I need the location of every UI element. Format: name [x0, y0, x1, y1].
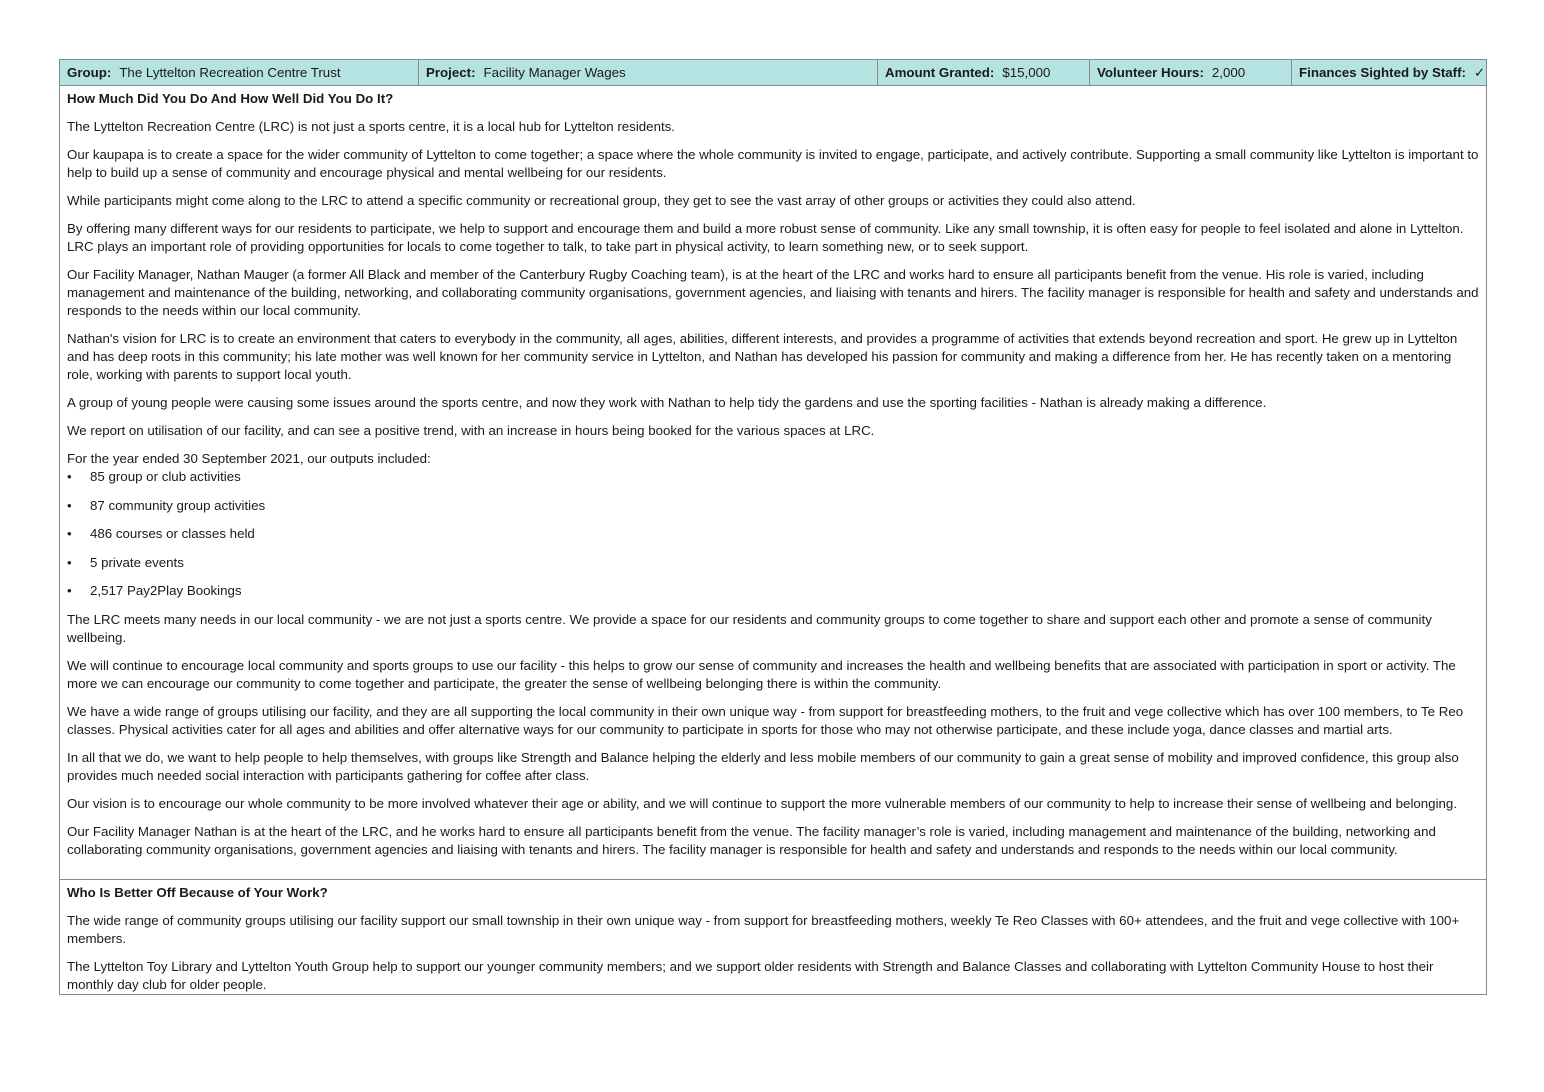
amount-granted-cell: [878, 60, 1090, 85]
list-item: [67, 554, 1479, 572]
paragraph: Nathan's vision for LRC is to create an environment that caters to everybody in the community, all ages, abilities, different interests, and provides a programme of activities that extends beyond recreation and sport. He grew up in Lyttelton and has deep roots in this community; his late mother was well known for her community service in Lyttelton, and Nathan has developed his passion for community and making a difference from her. He has recently taken on a mentoring role, working with parents to support local youth.: [67, 331, 1458, 382]
paragraph-group: [67, 611, 1479, 859]
bullet-icon: •: [67, 554, 72, 570]
list-item: [67, 497, 1479, 515]
who-is-better-off-section: [60, 880, 1486, 994]
group-label: Group:: [67, 64, 112, 80]
paragraph: For the year ended 30 September 2021, our outputs included:: [67, 451, 431, 466]
bullet-icon: •: [67, 526, 72, 541]
volunteer-hours-cell: [1090, 60, 1292, 85]
section-heading: How Much Did You Do And How Well Did You Do It?: [67, 91, 394, 106]
amount-granted-label: Amount Granted:: [885, 64, 995, 80]
bullet-icon: •: [67, 497, 72, 513]
grant-summary-header: [60, 60, 1486, 86]
bullet-icon: •: [67, 469, 72, 484]
list-item-text: 87 community group activities: [90, 497, 266, 513]
checkmark-icon: ✓: [1473, 64, 1486, 80]
list-item-text: 5 private events: [90, 554, 184, 570]
paragraph: We have a wide range of groups utilising our facility, and they are all supporting the local community in their own unique way - from support for breastfeeding mothers, to the fruit and vege collective which has over 100 members, to Te Reo classes. Physical activities cater for all ages and abilities and offer alternative ways for our community to participate in sports for those who may not otherwise participate, and these include yoga, dance classes and martial arts.: [67, 703, 1464, 737]
paragraph: The Lyttelton Recreation Centre (LRC) is not just a sports centre, it is a local hub for Lyttelton residents.: [67, 119, 676, 134]
project-label: Project:: [426, 64, 476, 80]
list-item-text: 2,517 Pay2Play Bookings: [90, 583, 242, 598]
list-item-text: 486 courses or classes held: [90, 526, 255, 541]
paragraph: A group of young people were causing some issues around the sports centre, and now they work with Nathan to help tidy the gardens and use the sporting facilities - Nathan is already making a difference.: [67, 395, 1267, 410]
grant-report-table: [59, 59, 1487, 995]
list-item: [67, 468, 1479, 486]
paragraph: The wide range of community groups utilising our facility support our small township in their own unique way - from support for breastfeeding mothers, weekly Te Reo Classes with 60+ attendees, and the fruit and vege collective with 100+ members.: [67, 912, 1460, 946]
list-item: [67, 525, 1479, 543]
amount-granted-value: $15,000: [1002, 64, 1051, 80]
paragraph-group: [67, 118, 1479, 468]
outputs-list: [67, 468, 1479, 600]
finances-sighted-label: Finances Sighted by Staff:: [1299, 64, 1466, 80]
volunteer-hours-label: Volunteer Hours:: [1097, 64, 1204, 80]
group-value: The Lyttelton Recreation Centre Trust: [119, 64, 341, 80]
paragraph: The LRC meets many needs in our local community - we are not just a sports centre. We provide a space for our residents and community groups to come together to share and support each other and promote a sense of community wellbeing.: [67, 611, 1432, 645]
paragraph: We report on utilisation of our facility, and can see a positive trend, with an increase in hours being booked for the various spaces at LRC.: [67, 423, 875, 438]
paragraph: The Lyttelton Toy Library and Lyttelton Youth Group help to support our younger community members; and we support older residents with Strength and Balance Classes and collaborating with Lyttelton Community House to host their monthly day club for older people.: [67, 958, 1434, 992]
paragraph: Our vision is to encourage our whole community to be more involved whatever their age or ability, and we will continue to support the more vulnerable members of our community to help to increase their sense of wellbeing and belonging.: [67, 795, 1458, 811]
list-item-text: 85 group or club activities: [90, 469, 241, 484]
project-cell: [419, 60, 878, 85]
paragraph: Our kaupapa is to create a space for the wider community of Lyttelton to come together; a space where the whole community is invited to engage, participate, and actively contribute. Supporting a small community like Lyttelton is important to help to build up a sense of community and encourage physical and mental wellbeing for our residents.: [67, 147, 1479, 180]
paragraph: In all that we do, we want to help people to help themselves, with groups like Strength and Balance helping the elderly and less mobile members of our community to gain a great sense of mobility and improved confidence, this group also provides much needed social interaction with participants gathering for coffee after class.: [67, 749, 1459, 783]
list-item: [67, 582, 1479, 600]
paragraph: While participants might come along to the LRC to attend a specific community or recreational group, they get to see the vast array of other groups or activities they could also attend.: [67, 193, 1136, 208]
paragraph: By offering many different ways for our residents to participate, we help to support and encourage them and build a more robust sense of community. Like any small township, it is often easy for people to feel isolated and alone in Lyttelton. LRC plays an important role of providing opportunities for locals to come together to talk, to take part in physical activity, to learn something new, or to seek support.: [67, 221, 1464, 254]
section-heading: Who Is Better Off Because of Your Work?: [67, 884, 328, 900]
finances-sighted-cell: [1292, 60, 1486, 85]
project-value: Facility Manager Wages: [483, 64, 626, 80]
group-cell: [60, 60, 419, 85]
volunteer-hours-value: 2,000: [1211, 64, 1246, 80]
paragraph: Our Facility Manager, Nathan Mauger (a former All Black and member of the Canterbury Rugby Coaching team), is at the heart of the LRC and works hard to ensure all participants benefit from the venue. His role is varied, including management and maintenance of the building, networking, and collaborating community organisations, government agencies, and liaising with tenants and hirers. The facility manager is responsible for health and safety and understands and responds to the needs within our local community.: [67, 267, 1479, 318]
paragraph: We will continue to encourage local community and sports groups to use our facility - this helps to grow our sense of community and increases the health and wellbeing benefits that are associated with participation in sport or activity. The more we can encourage our community to come together and participate, the greater the sense of wellbeing belonging there is within the community.: [67, 657, 1456, 691]
how-much-section: [60, 86, 1486, 880]
paragraph: Our Facility Manager Nathan is at the heart of the LRC, and he works hard to ensure all participants benefit from the venue. The facility manager’s role is varied, including management and maintenance of the building, networking and collaborating community organisations, government agencies and liaising with tenants and hirers. The facility manager is responsible for health and safety and understands and responds to the needs within our local community.: [67, 823, 1436, 857]
bullet-icon: •: [67, 583, 72, 598]
paragraph-group: [67, 912, 1479, 994]
